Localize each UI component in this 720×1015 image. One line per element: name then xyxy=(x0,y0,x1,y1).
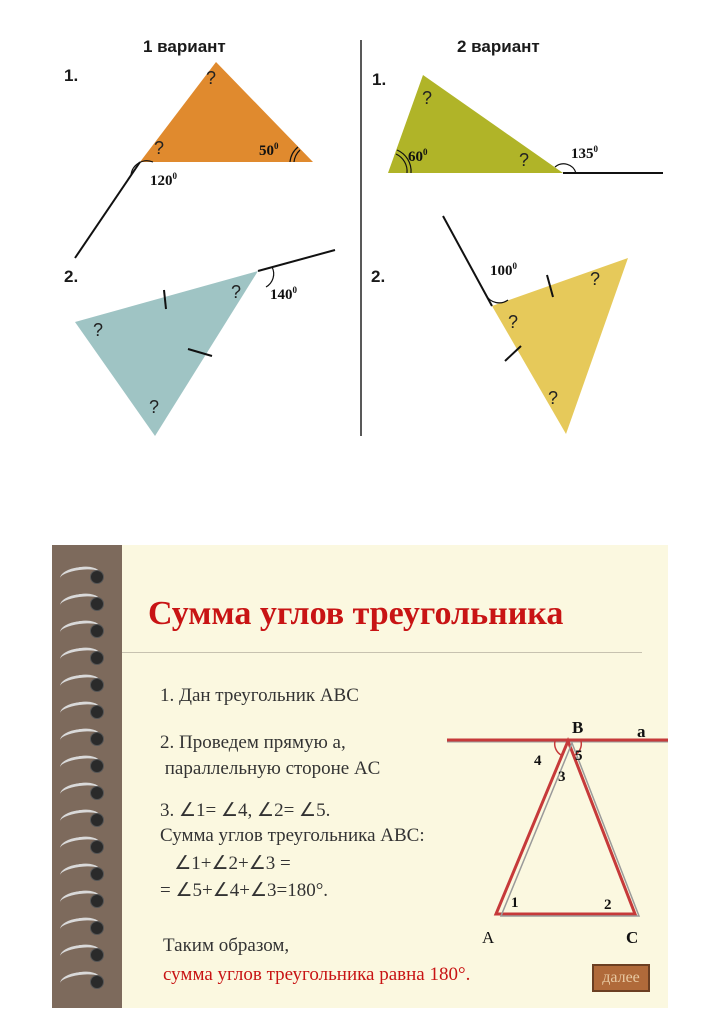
variant1-title: 1 вариант xyxy=(143,37,226,56)
step-1: 1. Дан треугольник ABC xyxy=(160,685,359,706)
slide-title: Сумма углов треугольника xyxy=(148,595,564,632)
v1-item2-number: 2. xyxy=(64,267,79,286)
svg-text:1000: $100^0$ xyxy=(490,261,517,279)
v1-t1-left-unknown: ? xyxy=(154,138,165,158)
v2-t2-left-unknown: ? xyxy=(508,312,519,332)
v2-triangle-2 xyxy=(443,216,628,434)
v2-triangle-1 xyxy=(388,75,663,173)
step-2b: параллельную стороне AC xyxy=(160,758,381,779)
v2-t1-right-unknown: ? xyxy=(519,150,530,170)
v1-t1-angle-50: 50 xyxy=(259,143,274,159)
v2-t2-bottom-unknown: ? xyxy=(548,388,559,408)
v2-t1-top-unknown: ? xyxy=(422,88,433,108)
line-a-label: a xyxy=(637,722,646,741)
svg-text:500: $50^0$ xyxy=(259,141,279,159)
step-2a: 2. Проведем прямую а, xyxy=(160,732,346,753)
angle-4-label: 4 xyxy=(534,753,542,769)
vertex-c-label: C xyxy=(626,928,639,947)
v1-t2-left-unknown: ? xyxy=(93,320,104,340)
step-3: 3. ∠1= ∠4, ∠2= ∠5. xyxy=(160,800,331,821)
angle-5-label: 5 xyxy=(575,748,583,764)
variant2-title: 2 вариант xyxy=(457,37,540,56)
conclusion-statement: сумма углов треугольника равна 180°. xyxy=(163,964,471,985)
v2-t1-angle-135: 135 xyxy=(571,146,594,162)
v2-t2-angle-100: 100 xyxy=(490,263,513,279)
v2-t1-angle-60: 60 xyxy=(408,149,423,165)
v1-item1-number: 1. xyxy=(64,66,79,85)
v1-t2-bottom-unknown: ? xyxy=(149,397,160,417)
svg-text:600: $60^0$ xyxy=(408,147,428,165)
svg-text:1400: $140^0$ xyxy=(270,285,297,303)
v1-t2-angle-140: 140 xyxy=(270,287,293,303)
svg-text:1200: $120^0$ xyxy=(150,171,177,189)
angle-3-label: 3 xyxy=(558,769,566,785)
v1-triangle-1 xyxy=(75,62,313,258)
vertex-b-label: B xyxy=(572,718,584,737)
slide-panel xyxy=(52,545,668,1008)
v1-t1-angle-120: 120 xyxy=(150,173,173,189)
v1-t2-right-unknown: ? xyxy=(231,282,242,302)
v1-t1-top-unknown: ? xyxy=(206,68,217,88)
svg-text:1350: $135^0$ xyxy=(571,144,598,162)
angle-1-label: 1 xyxy=(511,895,519,911)
v2-item2-number: 2. xyxy=(371,267,386,286)
sum-heading: Сумма углов треугольника ABC: xyxy=(160,825,425,846)
v2-item1-number: 1. xyxy=(372,70,387,89)
v1-triangle-2 xyxy=(75,250,335,436)
next-button[interactable]: далее xyxy=(592,964,650,992)
v2-t2-right-unknown: ? xyxy=(590,269,601,289)
angle-2-label: 2 xyxy=(604,897,612,913)
parallel-line-figure xyxy=(52,545,668,1008)
sum-result: = ∠5+∠4+∠3=180°. xyxy=(160,880,329,901)
sum-expression: ∠1+∠2+∠3 = xyxy=(160,853,291,874)
conclusion-intro: Таким образом, xyxy=(163,935,290,956)
vertex-a-label: A xyxy=(482,928,495,947)
